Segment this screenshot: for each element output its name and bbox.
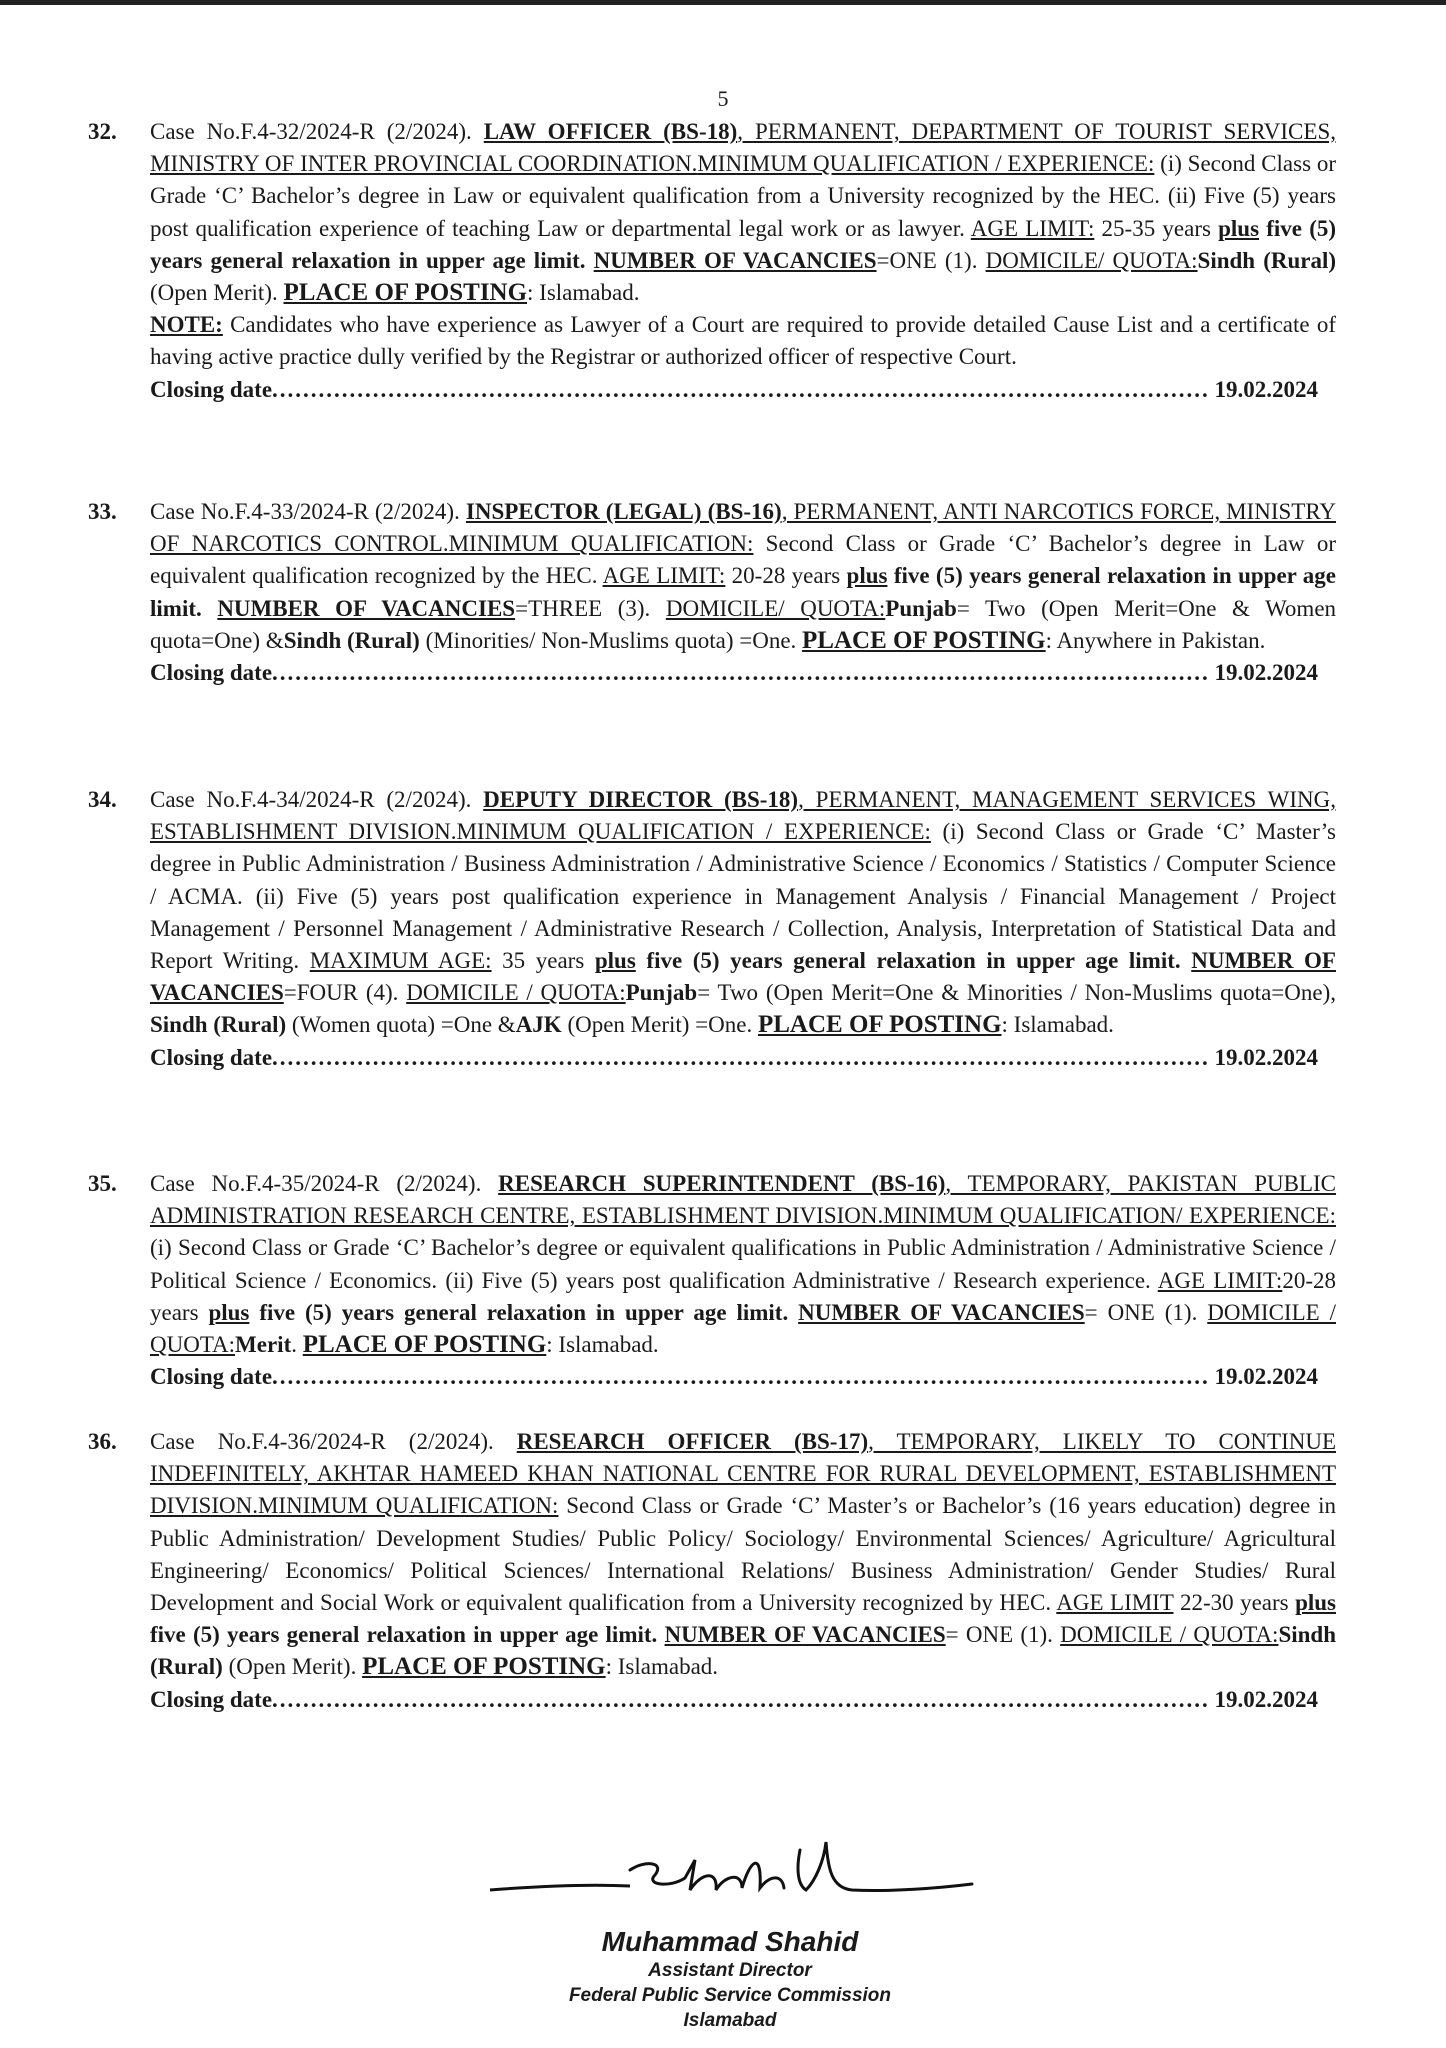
- case-body: Case No.F.4-35/2024-R (2/2024). RESEARCH SUPERINTENDENT (BS-16), TEMPORARY, PAKISTAN PUBLIC ADMINISTRATION RESEARCH CENTRE, ESTABLISHMENT DIVISION.MINIMUM QUALIFICATION/ EXPERIENCE: (i) Second Class or Grade ‘C’ Bachelor’s degree or equivalent qualifications in Public Administration / Administrative Science / Political Science / Economics. (ii) Five (5) years post qualification Administrative / Research experience. AGE LIMIT:20-28 years plus five (5) years general relaxation in upper age limit. NUMBER OF VACANCIES= ONE (1). DOMICILE / QUOTA:Merit. PLACE OF POSTING: Islamabad.: [150, 1171, 1337, 1359]
- case-33: [88, 496, 1337, 689]
- domicile-label: DOMICILE / QUOTA:: [406, 980, 626, 1006]
- domicile-label: DOMICILE / QUOTA:: [1060, 1622, 1279, 1648]
- domicile-label: DOMICILE/ QUOTA:: [665, 595, 886, 621]
- case-body: Case No.F.4-32/2024-R (2/2024). LAW OFFICER (BS-18), PERMANENT, DEPARTMENT OF TOURIST SERVICES, MINISTRY OF INTER PROVINCIAL COORDINATION.MINIMUM QUALIFICATION / EXPERIENCE: (i) Second Class or Grade ‘C’ Bachelor’s degree in Law or equivalent qualification from a University recognized by the HEC. (ii) Five (5) years post qualification experience of teaching Law or departmental legal work or as lawyer. AGE LIMIT: 25-35 years plus five (5) years general relaxation in upper age limit. NUMBER OF VACANCIES=ONE (1). DOMICILE/ QUOTA:Sindh (Rural) (Open Merit). PLACE OF POSTING: Islamabad.: [150, 119, 1337, 307]
- age-label: AGE LIMIT:: [602, 563, 726, 589]
- case-36: [88, 1426, 1337, 1716]
- closing-date-row: Closing date ..... 19.02.2024: [150, 1684, 1318, 1716]
- case-body: Case No.F.4-34/2024-R (2/2024). DEPUTY DIRECTOR (BS-18), PERMANENT, MANAGEMENT SERVICES WING, ESTABLISHMENT DIVISION.MINIMUM QUALIFICATION / EXPERIENCE: (i) Second Class or Grade ‘C’ Master’s degree in Public Administration / Business Administration / Administrative Science / Economics / Statistics / Computer Science / ACMA. (ii) Five (5) years post qualification experience in Management Analysis / Financial Management / Project Management / Personnel Management / Administrative Research / Collection, Analysis, Interpretation of Statistical Data and Report Writing. MAXIMUM AGE: 35 years plus five (5) years general relaxation in upper age limit. NUMBER OF VACANCIES=FOUR (4). DOMICILE / QUOTA:Punjab= Two (Open Merit=One & Minorities / Non-Muslims quota=One), Sindh (Rural) (Women quota) =One &AJK (Open Merit) =One. PLACE OF POSTING: Islamabad.: [150, 787, 1337, 1039]
- signatory-name: Muhammad Shahid: [601, 1926, 859, 1957]
- signature-block: [430, 1830, 1030, 2033]
- leader-dots: [272, 374, 1208, 406]
- leader-dots: [272, 1684, 1208, 1716]
- post-title: DEPUTY DIRECTOR (BS-18): [483, 787, 799, 812]
- closing-date: 19.02.2024: [1214, 1686, 1318, 1712]
- post-org: , TEMPORARY, PAKISTAN PUBLIC ADMINISTRATION RESEARCH CENTRE, ESTABLISHMENT DIVISION.: [150, 1171, 1337, 1229]
- case-body: Case No.F.4-33/2024-R (2/2024). INSPECTOR (LEGAL) (BS-16), PERMANENT, ANTI NARCOTICS FORCE, MINISTRY OF NARCOTICS CONTROL.MINIMUM QUALIFICATION: Second Class or Grade ‘C’ Bachelor’s degree in Law or equivalent qualification recognized by the HEC. AGE LIMIT: 20-28 years plus five (5) years general relaxation in upper age limit. NUMBER OF VACANCIES=THREE (3). DOMICILE/ QUOTA:Punjab= Two (Open Merit=One & Women quota=One) &Sindh (Rural) (Minorities/ Non-Muslims quota) =One. PLACE OF POSTING: Anywhere in Pakistan.: [150, 499, 1337, 654]
- posting-label: PLACE OF POSTING: [362, 1653, 606, 1681]
- case-number: 34.: [88, 787, 117, 812]
- case-note: NOTE: Candidates who have experience as Lawyer of a Court are required to provide detailed Cause List and a certificate of having active practice dully verified by the Registrar or authorized officer of respective Court.: [150, 312, 1336, 370]
- post-title: RESEARCH OFFICER (BS-17): [516, 1429, 869, 1454]
- leader-dots: [272, 1361, 1208, 1393]
- case-number: 33.: [88, 499, 117, 524]
- leader-dots: [272, 657, 1208, 689]
- qualification-text: Second Class or Grade ‘C’ Master’s or Bachelor’s (16 years education) degree in Public Administration/ Development Studies/ Public Policy/ Sociology/ Environmental Sciences/ Agriculture/ Agricultural Engineering/ Economics/ Political Sciences/ International Relations/ Business Administration/ Gender Studies/ Rural Development and Social Work or equivalent qualification from a University recognized by HEC.: [150, 1493, 1336, 1616]
- case-34: [88, 784, 1337, 1074]
- posting-label: PLACE OF POSTING: [302, 1331, 547, 1359]
- age-label: AGE LIMIT:: [1157, 1267, 1283, 1293]
- age-label: AGE LIMIT: [1056, 1590, 1174, 1616]
- age-label: MAXIMUM AGE:: [309, 948, 492, 974]
- closing-date: 19.02.2024: [1214, 1044, 1318, 1070]
- post-title: INSPECTOR (LEGAL) (BS-16): [465, 499, 782, 524]
- case-32: [88, 116, 1337, 406]
- qualification-label: MINIMUM QUALIFICATION:: [448, 531, 754, 557]
- posting-label: PLACE OF POSTING: [283, 279, 528, 307]
- qualification-label: MINIMUM QUALIFICATION/ EXPERIENCE:: [883, 1203, 1337, 1229]
- leader-dots: [272, 1042, 1208, 1074]
- qualification-text: (i) Second Class or Grade ‘C’ Bachelor’s degree or equivalent qualifications in Public Administration / Administrative Science / Political Science / Economics. (ii) Five (5) years post qualification Administrative / Research experience.: [150, 1235, 1336, 1293]
- qualification-text: (i) Second Class or Grade ‘C’ Master’s degree in Public Administration / Business Administration / Administrative Science / Economics / Statistics / Computer Science / ACMA. (ii) Five (5) years post qualification experience in Management Analysis / Financial Management / Project Management / Personnel Management / Administrative Research / Collection, Analysis, Interpretation of Statistical Data and Report Writing.: [150, 819, 1336, 974]
- case-number: 35.: [88, 1171, 117, 1196]
- closing-date: 19.02.2024: [1214, 376, 1318, 402]
- qualification-text: (i) Second Class or Grade ‘C’ Bachelor’s degree in Law or equivalent qualification from a University recognized by the HEC. (ii) Five (5) years post qualification experience of teaching Law or departmental legal work or as lawyer.: [150, 151, 1337, 241]
- signatory-org: Federal Public Service Commission: [568, 1985, 892, 2006]
- vacancies-label: NUMBER OF VACANCIES: [664, 1622, 946, 1648]
- closing-date: 19.02.2024: [1214, 1364, 1318, 1390]
- post-org: , PERMANENT, ANTI NARCOTICS FORCE, MINISTRY OF NARCOTICS CONTROL.: [150, 499, 1336, 557]
- vacancies-label: NUMBER OF VACANCIES: [150, 948, 1336, 1006]
- qualification-label: MINIMUM QUALIFICATION / EXPERIENCE:: [697, 151, 1155, 177]
- qualification-label: MINIMUM QUALIFICATION:: [257, 1493, 559, 1519]
- vacancies-label: NUMBER OF VACANCIES: [593, 247, 877, 273]
- post-org: , TEMPORARY, LIKELY TO CONTINUE INDEFINITELY, AKHTAR HAMEED KHAN NATIONAL CENTRE FOR RURAL DEVELOPMENT, ESTABLISHMENT DIVISION.: [150, 1429, 1336, 1519]
- post-org: , PERMANENT, MANAGEMENT SERVICES WING, ESTABLISHMENT DIVISION.: [150, 787, 1337, 845]
- closing-date-row: Closing date ..... 19.02.2024: [150, 374, 1318, 406]
- page-top-edge: [0, 0, 1446, 5]
- vacancies-label: NUMBER OF VACANCIES: [798, 1299, 1085, 1325]
- qualification-text: Second Class or Grade ‘C’ Bachelor’s degree in Law or equivalent qualification recognized by the HEC.: [150, 531, 1336, 589]
- qualification-label: MINIMUM QUALIFICATION / EXPERIENCE:: [456, 819, 931, 845]
- post-title: RESEARCH SUPERINTENDENT (BS-16): [498, 1171, 946, 1196]
- posting-label: PLACE OF POSTING: [802, 626, 1046, 654]
- closing-date-row: Closing date ..... 19.02.2024: [150, 1042, 1318, 1074]
- signatory-city: Islamabad: [683, 2010, 777, 2031]
- closing-date-row: Closing date ..... 19.02.2024: [150, 1361, 1318, 1393]
- post-org: , PERMANENT, DEPARTMENT OF TOURIST SERVICES, MINISTRY OF INTER PROVINCIAL COORDINATION.: [150, 119, 1336, 177]
- case-number: 36.: [88, 1429, 117, 1454]
- vacancies-label: NUMBER OF VACANCIES: [217, 595, 516, 621]
- case-35: [88, 1168, 1337, 1393]
- closing-date-row: Closing date ..... 19.02.2024: [150, 657, 1318, 689]
- signatory-title: Assistant Director: [648, 1960, 812, 1981]
- posting-label: PLACE OF POSTING: [757, 1011, 1002, 1039]
- domicile-label: DOMICILE/ QUOTA:: [985, 247, 1198, 273]
- closing-date: 19.02.2024: [1214, 660, 1318, 686]
- handwritten-signature: [480, 1830, 980, 1920]
- post-title: LAW OFFICER (BS-18): [483, 119, 738, 144]
- domicile-label: DOMICILE / QUOTA:: [150, 1299, 1337, 1358]
- case-number: 32.: [88, 119, 117, 144]
- case-body: Case No.F.4-36/2024-R (2/2024). RESEARCH OFFICER (BS-17), TEMPORARY, LIKELY TO CONTINUE INDEFINITELY, AKHTAR HAMEED KHAN NATIONAL CENTRE FOR RURAL DEVELOPMENT, ESTABLISHMENT DIVISION.MINIMUM QUALIFICATION: Second Class or Grade ‘C’ Master’s or Bachelor’s (16 years education) degree in Public Administration/ Development Studies/ Public Policy/ Sociology/ Environmental Sciences/ Agriculture/ Agricultural Engineering/ Economics/ Political Sciences/ International Relations/ Business Administration/ Gender Studies/ Rural Development and Social Work or equivalent qualification from a University recognized by HEC. AGE LIMIT 22-30 years plus five (5) years general relaxation in upper age limit. NUMBER OF VACANCIES= ONE (1). DOMICILE / QUOTA:Sindh (Rural) (Open Merit). PLACE OF POSTING: Islamabad.: [150, 1429, 1337, 1681]
- page-number: 5: [717, 86, 729, 111]
- age-label: AGE LIMIT:: [970, 215, 1095, 241]
